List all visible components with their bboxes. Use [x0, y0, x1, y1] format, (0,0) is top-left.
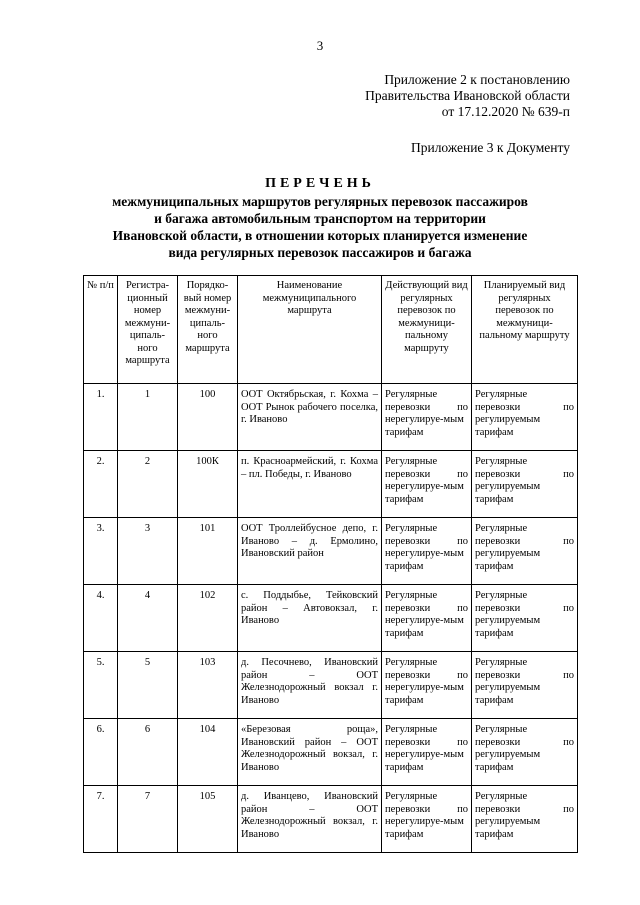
cell-number: 5.	[84, 652, 118, 719]
cell-planned-type: Регулярные перевозки по регулируемым тарифам	[472, 451, 578, 518]
table-row	[84, 585, 578, 652]
table-row	[84, 384, 578, 451]
cell-order-number: 102	[178, 585, 238, 652]
cell-order-number: 100	[178, 384, 238, 451]
cell-route-name: «Березовая роща», Ивановский район – ООТ Железнодорожный вокзал, г. Иваново	[238, 719, 382, 786]
cell-number: 1.	[84, 384, 118, 451]
cell-number: 7.	[84, 786, 118, 853]
cell-planned-type: Регулярные перевозки по регулируемым тарифам	[472, 585, 578, 652]
cell-order-number: 100К	[178, 451, 238, 518]
cell-registration-number: 5	[118, 652, 178, 719]
header-route-name: Наименование межмуниципального маршрута	[238, 276, 382, 384]
table-row	[84, 719, 578, 786]
cell-route-name: д. Песочнево, Ивановский район – ООТ Железнодорожный вокзал г. Иваново	[238, 652, 382, 719]
approval-header	[365, 72, 570, 120]
cell-route-name: д. Иванцево, Ивановский район – ООТ Железнодорожный вокзал, г. Иваново	[238, 786, 382, 853]
approval-line: Приложение 2 к постановлению	[384, 72, 570, 87]
document-title	[60, 175, 580, 261]
appendix-header	[411, 140, 570, 156]
cell-registration-number: 1	[118, 384, 178, 451]
title-line: и багажа автомобильным транспортом на территории	[154, 211, 486, 226]
routes-table	[83, 275, 578, 853]
cell-registration-number: 6	[118, 719, 178, 786]
table-row	[84, 786, 578, 853]
cell-route-name: с. Поддыбье, Тейковский район – Автовокзал, г. Иваново	[238, 585, 382, 652]
cell-registration-number: 2	[118, 451, 178, 518]
cell-registration-number: 4	[118, 585, 178, 652]
cell-route-name: ООТ Троллейбусное депо, г. Иваново – д. Ермолино, Ивановский район	[238, 518, 382, 585]
title-line: вида регулярных перевозок пассажиров и багажа	[168, 245, 472, 260]
cell-current-type: Регулярные перевозки по нерегулируе-мым тарифам	[382, 719, 472, 786]
cell-planned-type: Регулярные перевозки по регулируемым тарифам	[472, 719, 578, 786]
cell-current-type: Регулярные перевозки по нерегулируе-мым тарифам	[382, 384, 472, 451]
title-line: межмуниципальных маршрутов регулярных перевозок пассажиров	[112, 194, 528, 209]
cell-number: 3.	[84, 518, 118, 585]
table-row	[84, 451, 578, 518]
cell-current-type: Регулярные перевозки по нерегулируе-мым тарифам	[382, 518, 472, 585]
cell-current-type: Регулярные перевозки по нерегулируе-мым тарифам	[382, 451, 472, 518]
appendix-line: Приложение 3 к Документу	[410, 140, 570, 155]
cell-registration-number: 7	[118, 786, 178, 853]
table-row	[84, 518, 578, 585]
title-line: Ивановской области, в отношении которых планируется изменение	[112, 228, 528, 243]
cell-current-type: Регулярные перевозки по нерегулируе-мым тарифам	[382, 786, 472, 853]
header-number: № п/п	[84, 276, 118, 384]
cell-planned-type: Регулярные перевозки по регулируемым тарифам	[472, 518, 578, 585]
page-number: 3	[316, 38, 324, 53]
cell-order-number: 104	[178, 719, 238, 786]
cell-number: 2.	[84, 451, 118, 518]
header-planned-type: Планируемый вид регулярных перевозок по межмуници-пальному маршруту	[472, 276, 578, 384]
cell-route-name: п. Красноармейский, г. Кохма – пл. Победы, г. Иваново	[238, 451, 382, 518]
cell-number: 4.	[84, 585, 118, 652]
cell-planned-type: Регулярные перевозки по регулируемым тарифам	[472, 384, 578, 451]
header-order-number: Порядко-вый номер межмуни-ципаль-ного маршрута	[178, 276, 238, 384]
cell-current-type: Регулярные перевозки по нерегулируе-мым тарифам	[382, 652, 472, 719]
approval-line: от 17.12.2020 № 639-п	[441, 104, 570, 119]
cell-current-type: Регулярные перевозки по нерегулируе-мым тарифам	[382, 585, 472, 652]
header-current-type: Действующий вид регулярных перевозок по межмуници-пальному маршруту	[382, 276, 472, 384]
cell-order-number: 105	[178, 786, 238, 853]
approval-line: Правительства Ивановской области	[365, 88, 570, 103]
cell-number: 6.	[84, 719, 118, 786]
header-registration-number: Регистра-ционный номер межмуни-ципаль-ного маршрута	[118, 276, 178, 384]
cell-order-number: 103	[178, 652, 238, 719]
cell-order-number: 101	[178, 518, 238, 585]
cell-planned-type: Регулярные перевозки по регулируемым тарифам	[472, 652, 578, 719]
table-row	[84, 652, 578, 719]
cell-registration-number: 3	[118, 518, 178, 585]
cell-route-name: ООТ Октябрьская, г. Кохма – ООТ Рынок рабочего поселка, г. Иваново	[238, 384, 382, 451]
title-heading: ПЕРЕЧЕНЬ	[265, 176, 375, 191]
cell-planned-type: Регулярные перевозки по регулируемым тарифам	[472, 786, 578, 853]
table-header-row	[84, 276, 578, 384]
